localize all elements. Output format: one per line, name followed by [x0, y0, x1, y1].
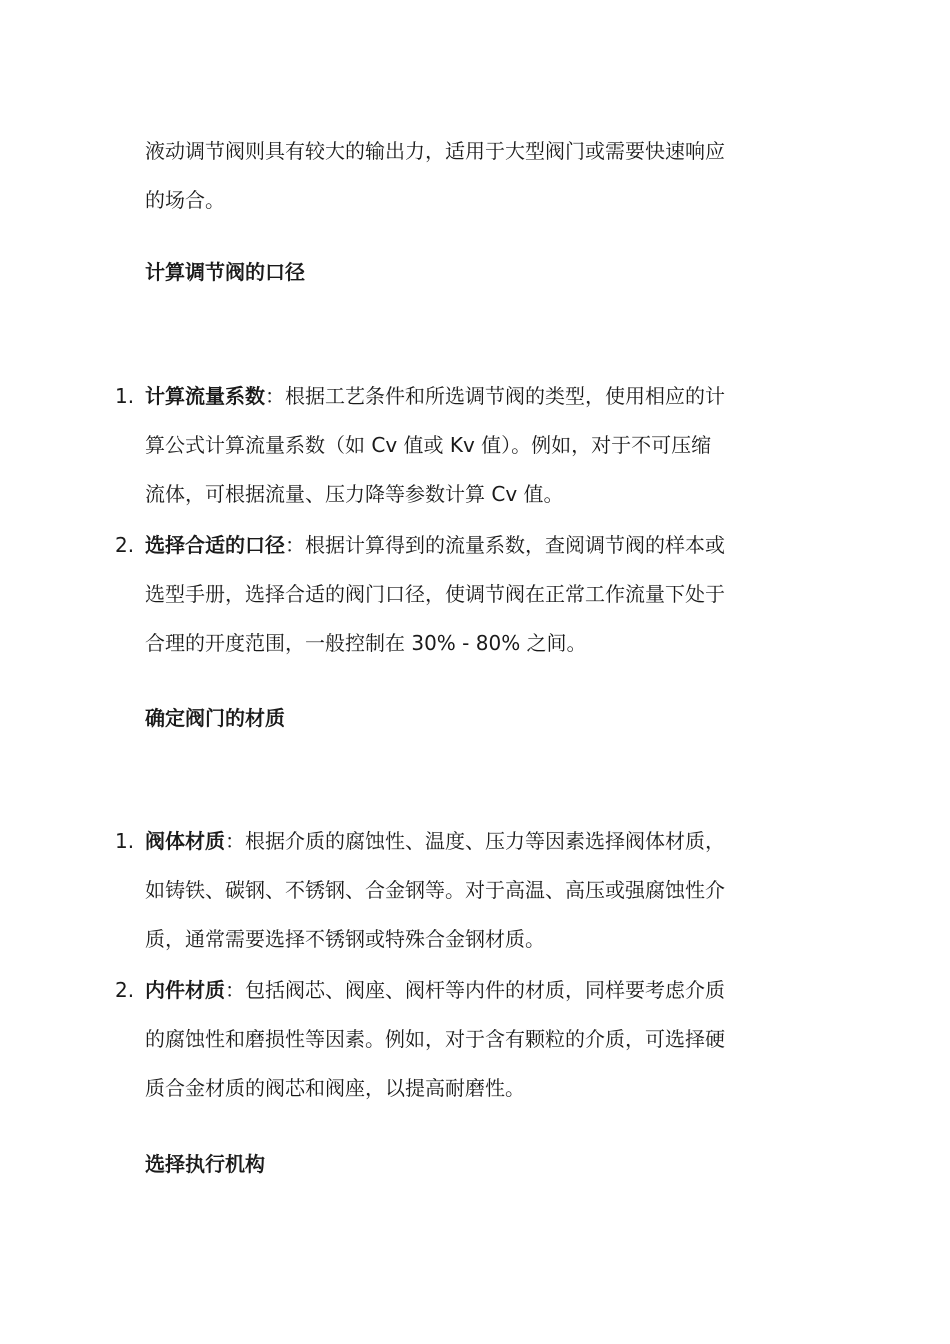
list-item-line-1: 包括阀芯、阀座、阀杆等内件的材质，同样要考虑介质	[245, 978, 725, 1002]
intro-line-2: 的场合。	[145, 188, 225, 212]
list-item-colon: ：	[265, 384, 285, 408]
list-item	[115, 521, 805, 668]
list-item-title: 计算流量系数	[145, 384, 265, 408]
section-heading-actuator: 选择执行机构	[145, 1152, 265, 1176]
section-heading-valve-size: 计算调节阀的口径	[145, 260, 305, 284]
list-item-line-2: 的腐蚀性和磨损性等因素。例如，对于含有颗粒的介质，可选择硬	[145, 1027, 725, 1051]
list-item-colon: ：	[285, 533, 305, 557]
list-item	[115, 817, 805, 964]
list-item-line-1: 根据计算得到的流量系数，查阅调节阀的样本或	[305, 533, 725, 557]
list-item-title: 选择合适的口径	[145, 533, 285, 557]
list-item-colon: ：	[225, 829, 245, 853]
list-item-line-3: 质合金材质的阀芯和阀座，以提高耐磨性。	[145, 1076, 525, 1100]
list-number: 1.	[115, 384, 135, 408]
list-item-line-2: 算公式计算流量系数（如 Cv 值或 Kv 值）。例如，对于不可压缩	[145, 433, 712, 457]
list-number: 1.	[115, 829, 135, 853]
list-number: 2.	[115, 978, 135, 1002]
section-heading-valve-material: 确定阀门的材质	[145, 706, 285, 730]
list-item-line-3: 合理的开度范围，一般控制在 30% - 80% 之间。	[145, 631, 587, 655]
list-item-colon: ：	[225, 978, 245, 1002]
list-item-line-2: 如铸铁、碳钢、不锈钢、合金钢等。对于高温、高压或强腐蚀性介	[145, 878, 725, 902]
list-item-title: 内件材质	[145, 978, 225, 1002]
list-item-line-1: 根据介质的腐蚀性、温度、压力等因素选择阀体材质，	[245, 829, 725, 853]
list-item-line-1: 根据工艺条件和所选调节阀的类型，使用相应的计	[285, 384, 725, 408]
list-item	[115, 966, 805, 1113]
list-item-title: 阀体材质	[145, 829, 225, 853]
list-item-line-3: 质，通常需要选择不锈钢或特殊合金钢材质。	[145, 927, 545, 951]
list-item	[115, 372, 805, 519]
intro-paragraph	[145, 127, 805, 225]
intro-line-1: 液动调节阀则具有较大的输出力，适用于大型阀门或需要快速响应	[145, 139, 725, 163]
list-item-line-2: 选型手册，选择合适的阀门口径，使调节阀在正常工作流量下处于	[145, 582, 725, 606]
list-item-line-3: 流体，可根据流量、压力降等参数计算 Cv 值。	[145, 482, 564, 506]
list-number: 2.	[115, 533, 135, 557]
